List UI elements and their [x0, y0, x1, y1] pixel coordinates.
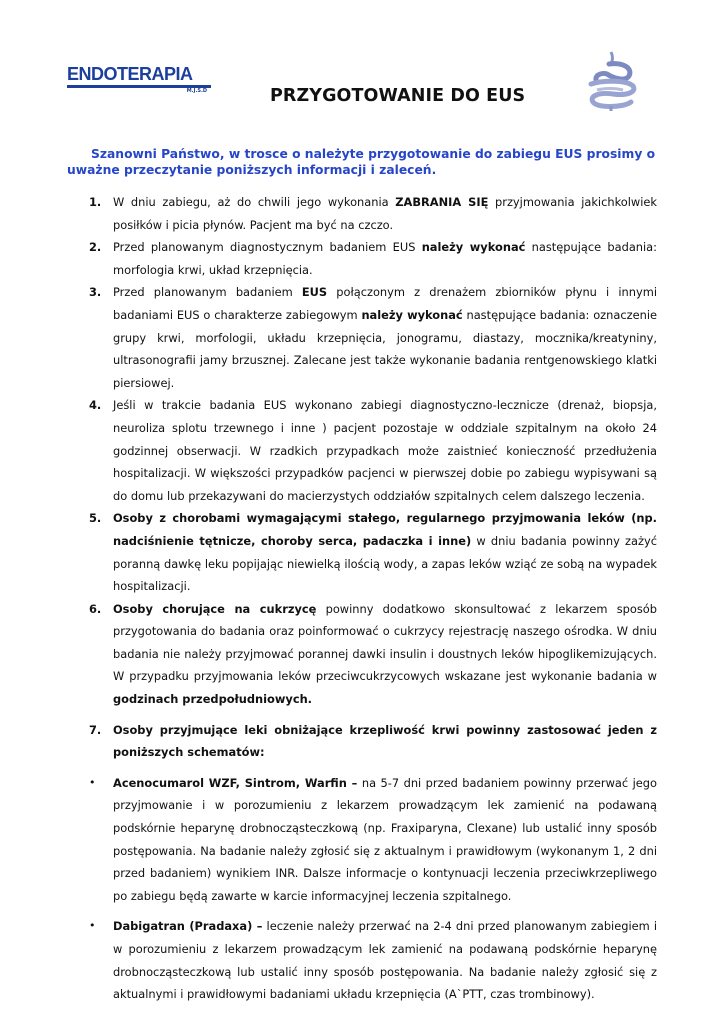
- logo-brand: ENDOTERAPIA: [67, 64, 211, 88]
- list-item-6: 6. Osoby chorujące na cukrzycę powinny dodatkowo skonsultować z lekarzem sposób przygotowania do badania oraz poinformować o cukrzycy rejestrację naszego ośrodka. W dniu badania nie należy przyjmować porannej dawki insulin i doustnych leków hipoglikemizujących. W przypadku przyjmowania leków przeciwcukrzycowych wskazane jest wykonanie badania w godzinach przedpołudniowych.: [89, 601, 657, 707]
- list-item-5: 5. Osoby z chorobami wymagającymi stałego, regularnego przyjmowania leków (np. nadciśnienie tętnicze, choroby serca, padaczka i inne) w dniu badania powinny zażyć poranną dawkę leku popijając niewielką ilością wody, a zapas leków wziąć ze sobą na wypadek hospitalizacji.: [89, 511, 657, 594]
- page-title: PRZYGOTOWANIE DO EUS: [270, 86, 526, 106]
- list-item-7: 7. Osoby przyjmujące leki obniżające krzepliwość krwi powinny zastosować jeden z poniższych schematów:: [89, 722, 657, 760]
- list-item-3: 3. Przed planowanym badaniem EUS połączonym z drenażem zbiorników płynu i innymi badaniami EUS o charakterze zabiegowym należy wykonać następujące badania: oznaczenie grupy krwi, morfologii, układu krzepnięcia, jonogramu, diastazy, mocznika/kreatyniny, ultrasonografii jamy brzusznej. Zalecane jest także wykonanie badania rentgenowskiego klatki piersiowej.: [89, 285, 657, 390]
- endoterapia-logo: [67, 64, 211, 100]
- digestive-tract-icon: [583, 50, 639, 112]
- list-item-1: 1. W dniu zabiegu, aż do chwili jego wykonania ZABRANIA SIĘ przyjmowania jakichkolwiek posiłków i picia płynów. Pacjent ma być na czczo.: [89, 195, 657, 232]
- bullet-icon: •: [89, 919, 96, 933]
- logo-subtext: M.J.S.D: [186, 88, 207, 94]
- intro-line-2: uważne przeczytanie poniższych informacji i zaleceń.: [67, 163, 437, 177]
- bullet-item-dabigatran: • Dabigatran (Pradaxa) – leczenie należy przerwać na 2-4 dni przed planowanym zabiegiem i w porozumieniu z lekarzem prowadzącym lek zamienić na podawaną podskórnie heparynę drobnocząsteczkową lub ustalić inny sposób postępowania. Na badanie należy zgłosić się z aktualnymi i prawidłowymi badaniami układu krzepnięcia (A`PTT, czas trombinowy).: [87, 915, 657, 1005]
- bullet-icon: •: [89, 775, 96, 789]
- bullet-item-acenocumarol: • Acenocumarol WZF, Sintrom, Warfin – na 5-7 dni przed badaniem powinny przerwać jego przyjmowanie i w porozumieniu z lekarzem prowadzącym lek zamienić na podawaną podskórnie heparynę drobnocząsteczkową (np. Fraxiparyna, Clexane) lub ustalić inny sposób postępowania. Na badanie należy zgłosić się z aktualnym i prawidłowym (wykonanym 1, 2 dni przed badaniem) wynikiem INR. Dalsze informacje o kontynuacji leczenia przeciwkrzepliwego po zabiegu będą zawarte w karcie informacyjnej leczenia szpitalnego.: [87, 772, 657, 908]
- intro-line-1: Szanowni Państwo, w trosce o należyte przygotowanie do zabiegu EUS prosimy o: [91, 147, 656, 161]
- instructions-list: [87, 191, 657, 1006]
- list-item-2: 2. Przed planowanym diagnostycznym badaniem EUS należy wykonać następujące badania: morfologia krwi, układ krzepnięcia.: [89, 240, 658, 277]
- list-item-4: 4. Jeśli w trakcie badania EUS wykonano zabiegi diagnostyczno-lecznicze (drenaż, biopsja, neuroliza splotu trzewnego i inne ) pacjent pozostaje w oddziale szpitalnym na około 24 godzinnej obserwacji. W rzadkich przypadkach może zaistnieć konieczność przedłużenia hospitalizacji. W większości przypadków pacjenci w pierwszej dobie po zabiegu wypisywani są do domu lub przekazywani do macierzystych oddziałów szpitalnych celem dalszego leczenia.: [89, 398, 657, 503]
- intro-paragraph: [67, 146, 661, 178]
